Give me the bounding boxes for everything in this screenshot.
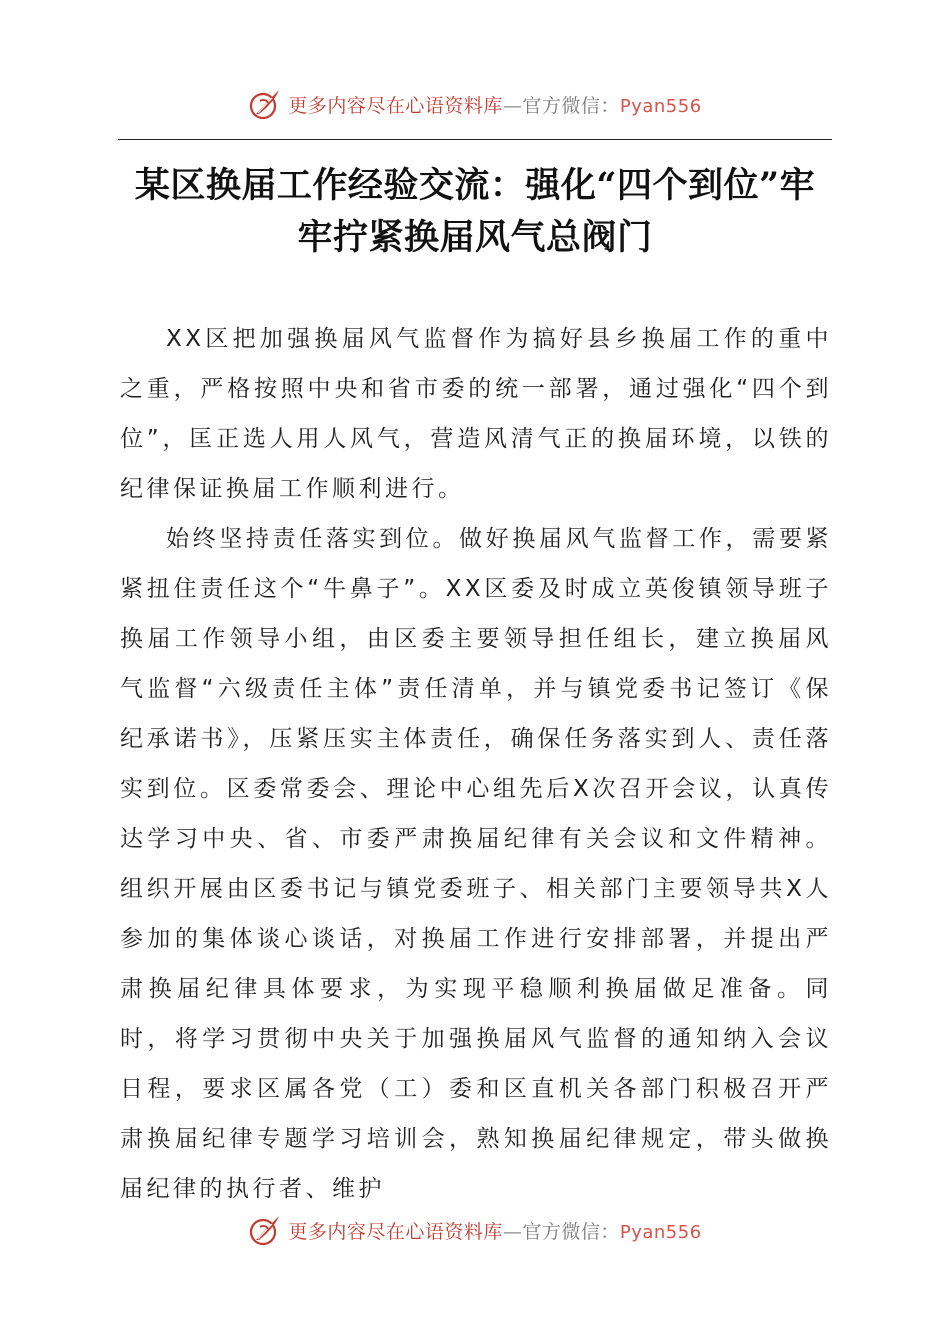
banner-brand: 更多内容尽在心语资料库 [288,1220,503,1243]
quill-pen-logo-icon [248,1213,282,1247]
quill-pen-logo-icon [248,87,282,121]
paragraph-1: XX区把加强换届风气监督作为搞好县乡换届工作的重中之重，严格按照中央和省市委的统一部署，通过强化“四个到位”，匡正选人用人风气，营造风清气正的换届环境，以铁的纪律保证换届工作顺利进行。 [120,326,832,502]
document-body [120,314,832,1214]
document-title: 某区换届工作经验交流：强化“四个到位”牢牢拧紧换届风气总阀门 [134,165,816,258]
banner-dash: — [502,1220,523,1243]
banner-wechat-id: Pyan556 [619,1221,702,1243]
paragraph-2: 始终坚持责任落实到位。做好换届风气监督工作，需要紧紧扭住责任这个“牛鼻子”。XX区委及时成立英俊镇领导班子换届工作领导小组，由区委主要领导担任组长，建立换届风气监督“六级责任主体”责任清单，并与镇党委书记签订《保纪承诺书》，压紧压实主体责任，确保任务落实到人、责任落实到位。区委常委会、理论中心组先后X次召开会议，认真传达学习中央、省、市委严肃换届纪律有关会议和文件精神。组织开展由区委书记与镇党委班子、相关部门主要领导共X人参加的集体谈心谈话，对换届工作进行安排部署，并提出严肃换届纪律具体要求，为实现平稳顺利换届做足准备。同时，将学习贯彻中央关于加强换届风气监督的通知纳入会议日程，要求区属各党（工）委和区直机关各部门积极召开严肃换届纪律专题学习培训会，熟知换届纪律规定，带头做换届纪律的执行者、维护 [120,526,832,1202]
banner-wechat-label: 官方微信： [522,94,620,117]
banner-brand: 更多内容尽在心语资料库 [288,94,503,117]
banner-wechat-id: Pyan556 [619,95,702,117]
footer-banner [0,1210,950,1250]
banner-wechat-label: 官方微信： [522,1220,620,1243]
banner-text [288,91,701,118]
header-banner [0,84,950,124]
header-divider [118,139,832,140]
banner-text [288,1217,701,1244]
banner-dash: — [502,94,523,117]
